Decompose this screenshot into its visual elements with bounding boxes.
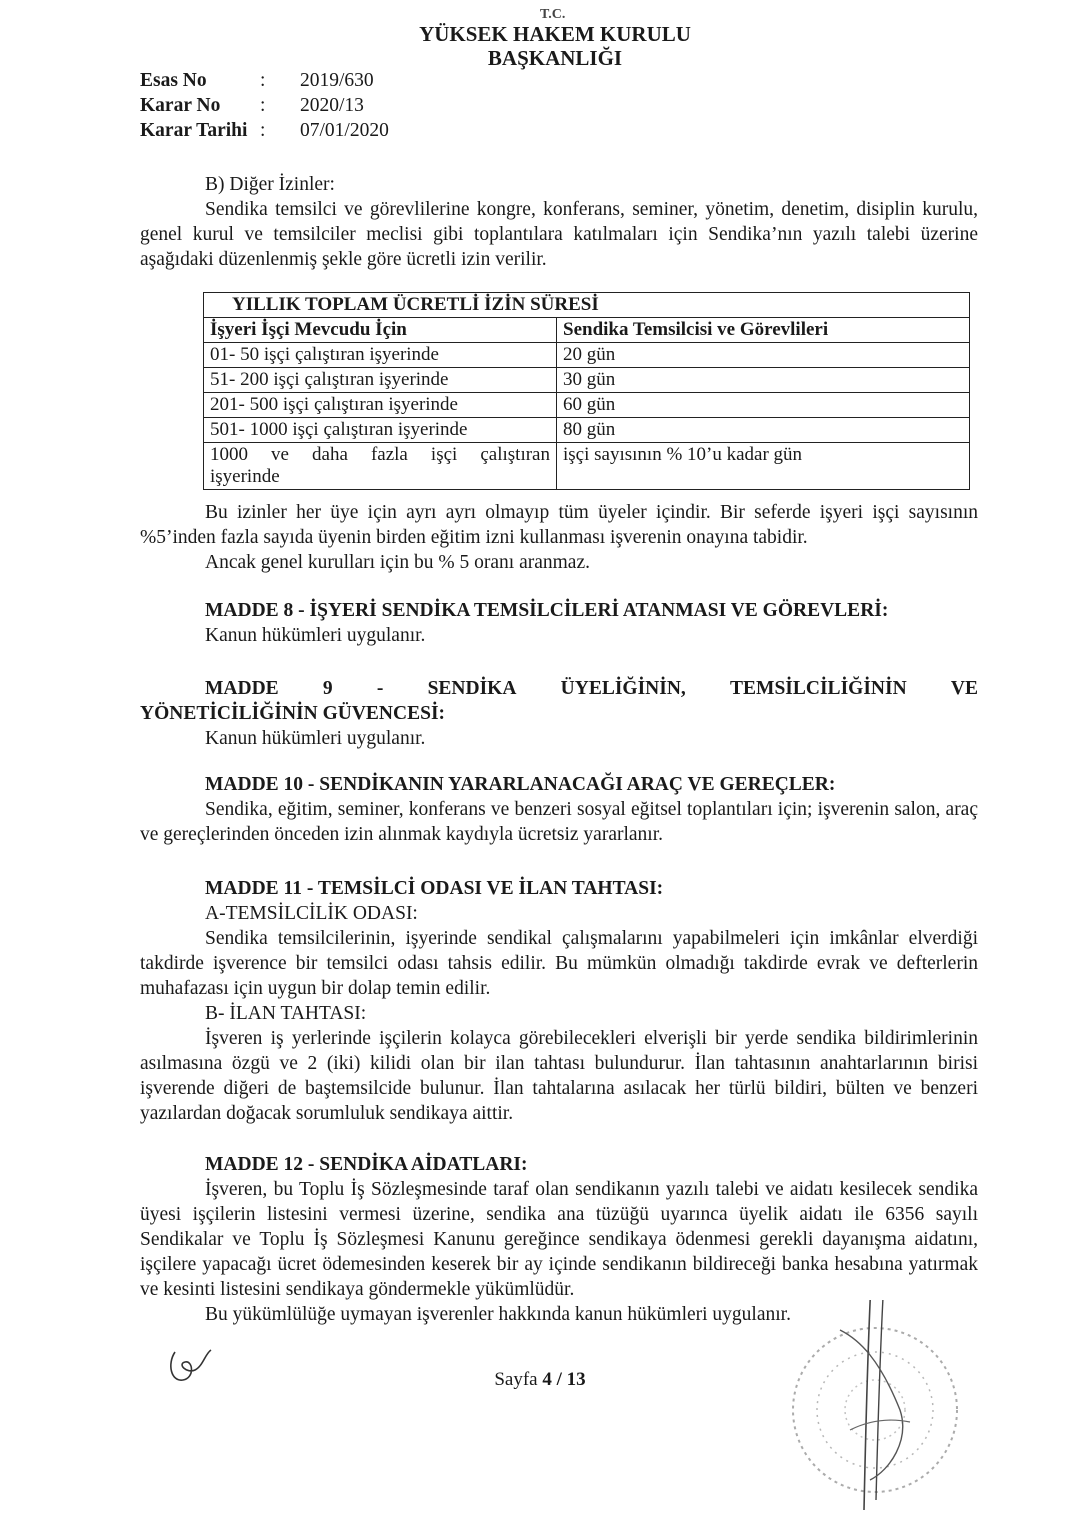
madde-12-title: MADDE 12 - SENDİKA AİDATLARI: [205, 1154, 528, 1175]
madde-10 [140, 772, 978, 847]
official-stamp [780, 1300, 990, 1517]
table-cell-line: 1000 ve daha fazla işçi çalıştıran [210, 444, 550, 465]
after-table-p1: Bu izinler her üye için ayrı ayrı olmayıp tüm üyeler içindir. Bir seferde işyeri işçi sayısının %5’inden fazla sayıda üyenin birden eğitim izni kullanması işverenin onayına tabidir. [140, 502, 978, 548]
table-row [204, 368, 970, 393]
madde-8 [140, 598, 978, 648]
table-row [204, 418, 970, 443]
madde-9-word: TEMSİLCİLİĞİNİN [730, 678, 907, 699]
madde-9-word: VE [950, 678, 978, 699]
after-table-p2: Ancak genel kurulları için bu % 5 oranı aranmaz. [205, 552, 590, 573]
page-label: Sayfa [494, 1369, 538, 1390]
meta-sep: : [260, 70, 266, 91]
table-cell: 01- 50 işçi çalıştıran işyerinde [204, 343, 557, 368]
meta-row-esas [140, 68, 389, 93]
table-cell: 80 gün [557, 418, 970, 443]
table-cell: 30 gün [557, 368, 970, 393]
madde-12-text: İşveren, bu Toplu İş Sözleşmesinde taraf olan sendikanın yazılı talebi ve aidatı kesilecek sendika üyesi işçilerin listesini vermesi üzerine, sendika ana tüzüğü uyarınca üyelik aidatı ile 6356 sayılı Sendikalar ve Toplu İş Sözleşmesi Kanunu gereğince sendikaya ödenmesi gerekli dayanışma aidatını, işçilere yapacağı ücret ödemesinden keserek bir ay içinde sendikanın bildireceği banka hesabına yatırmak ve kesinti listesini sendikaya göndermekle yükümlüdür. [140, 1179, 978, 1300]
page-total: 13 [566, 1369, 586, 1390]
meta-value: 2020/13 [300, 95, 364, 116]
table-cell: 501- 1000 işçi çalıştıran işyerinde [204, 418, 557, 443]
page-current: 4 [542, 1369, 552, 1390]
madde-11-sub-a: A-TEMSİLCİLİK ODASI: [205, 903, 418, 924]
table-row [204, 343, 970, 368]
page-footer [0, 1367, 1080, 1392]
meta-row-tarih [140, 118, 389, 143]
table-cell [204, 443, 557, 490]
leave-table [203, 292, 970, 490]
madde-8-text: Kanun hükümleri uygulanır. [205, 625, 426, 646]
table-header-cell: Sendika Temsilcisi ve Görevlileri [557, 318, 970, 343]
madde-11-text-b: İşveren iş yerlerinde işçilerin kolayca görebilecekleri elverişli bir yerde sendika bildirimlerinin asılmasına özgü ve 2 (iki) kilidi olan bir ilan tahtası bulundurur. İlan tahtasının anahtarlarının birisi işverende diğeri de baştemsilcide bulunur. İlan tahtalarına asılacak her türlü bildiri, bülten ve benzeri yazılardan doğacak sorumluluk sendikaya aittir. [140, 1028, 978, 1124]
table-row [204, 443, 970, 490]
madde-10-title: MADDE 10 - SENDİKANIN YARARLANACAĞI ARAÇ VE GEREÇLER: [205, 774, 836, 795]
top-mark: T.C. [540, 7, 566, 22]
table-cell: 60 gün [557, 393, 970, 418]
table-cell-line: işyerinde [210, 466, 280, 487]
header-line2: BAŞKANLIĞI [487, 46, 623, 70]
madde-9 [140, 676, 978, 751]
madde-9-text: Kanun hükümleri uygulanır. [205, 728, 426, 749]
section-b-title: B) Diğer İzinler: [205, 174, 335, 195]
table-cell: işçi sayısının % 10’u kadar gün [557, 443, 970, 490]
madde-9-word: ÜYELİĞİNİN, [560, 678, 686, 699]
madde-9-word: 9 [322, 678, 333, 699]
madde-9-word: SENDİKA [427, 678, 517, 699]
madde-11 [140, 876, 978, 1126]
table-cell: 20 gün [557, 343, 970, 368]
section-b-text: Sendika temsilci ve görevlilerine kongre, konferans, seminer, yönetim, denetim, disiplin kurulu, genel kurul ve temsilciler meclisi gibi toplantılara katılmaları için Sendika’nın yazılı talebi üzerine aşağıdaki düzenlenmiş şekle göre ücretli izin verilir. [140, 199, 978, 270]
madde-9-title-line1 [140, 676, 978, 701]
madde-8-title: MADDE 8 - İŞYERİ SENDİKA TEMSİLCİLERİ ATANMASI VE GÖREVLERİ: [205, 600, 889, 621]
meta-sep: : [260, 95, 266, 116]
header-line1: YÜKSEK HAKEM KURULU [419, 22, 691, 46]
madde-12-text2: Bu yükümlülüğe uymayan işverenler hakkında kanun hükümleri uygulanır. [205, 1304, 791, 1325]
meta-label: Karar No [140, 95, 221, 116]
meta-value: 07/01/2020 [300, 120, 389, 141]
meta-value: 2019/630 [300, 70, 374, 91]
table-title-row [204, 293, 970, 318]
case-meta [140, 68, 389, 143]
meta-row-karar [140, 93, 389, 118]
madde-11-text-a: Sendika temsilcilerinin, işyerinde sendikal çalışmalarını yapabilmeleri için imkânlar elverdiği takdirde işverence bir temsilci odası tahsis edilir. Bu mümkün olmadığı takdirde evrak ve defterlerin muhafazası için uygun bir dolap temin edilir. [140, 928, 978, 999]
meta-sep: : [260, 120, 266, 141]
after-table [140, 500, 978, 575]
madde-10-text: Sendika, eğitim, seminer, konferans ve benzeri sosyal eğitsel toplantıları için; işverenin salon, araç ve gereçlerinden önceden izin alınmak kaydıyla ücretsiz yararlanır. [140, 799, 978, 845]
table-header-row [204, 318, 970, 343]
table-title: YILLIK TOPLAM ÜCRETLİ İZİN SÜRESİ [204, 293, 970, 318]
table-cell: 51- 200 işçi çalıştıran işyerinde [204, 368, 557, 393]
table-cell: 201- 500 işçi çalıştıran işyerinde [204, 393, 557, 418]
madde-9-word: - [376, 678, 384, 699]
madde-11-sub-b: B- İLAN TAHTASI: [205, 1003, 367, 1024]
madde-11-title: MADDE 11 - TEMSİLCİ ODASI VE İLAN TAHTASI: [205, 878, 664, 899]
stamp-seal-mark [780, 1300, 990, 1510]
table-row [204, 393, 970, 418]
table-header-cell: İşyeri İşçi Mevcudu İçin [204, 318, 557, 343]
madde-9-word: MADDE [205, 678, 279, 699]
meta-label: Karar Tarihi [140, 120, 248, 141]
page-sep: / [556, 1369, 562, 1390]
section-b [140, 172, 978, 272]
madde-9-title-line2: YÖNETİCİLİĞİNİN GÜVENCESİ: [140, 703, 446, 724]
meta-label: Esas No [140, 70, 207, 91]
